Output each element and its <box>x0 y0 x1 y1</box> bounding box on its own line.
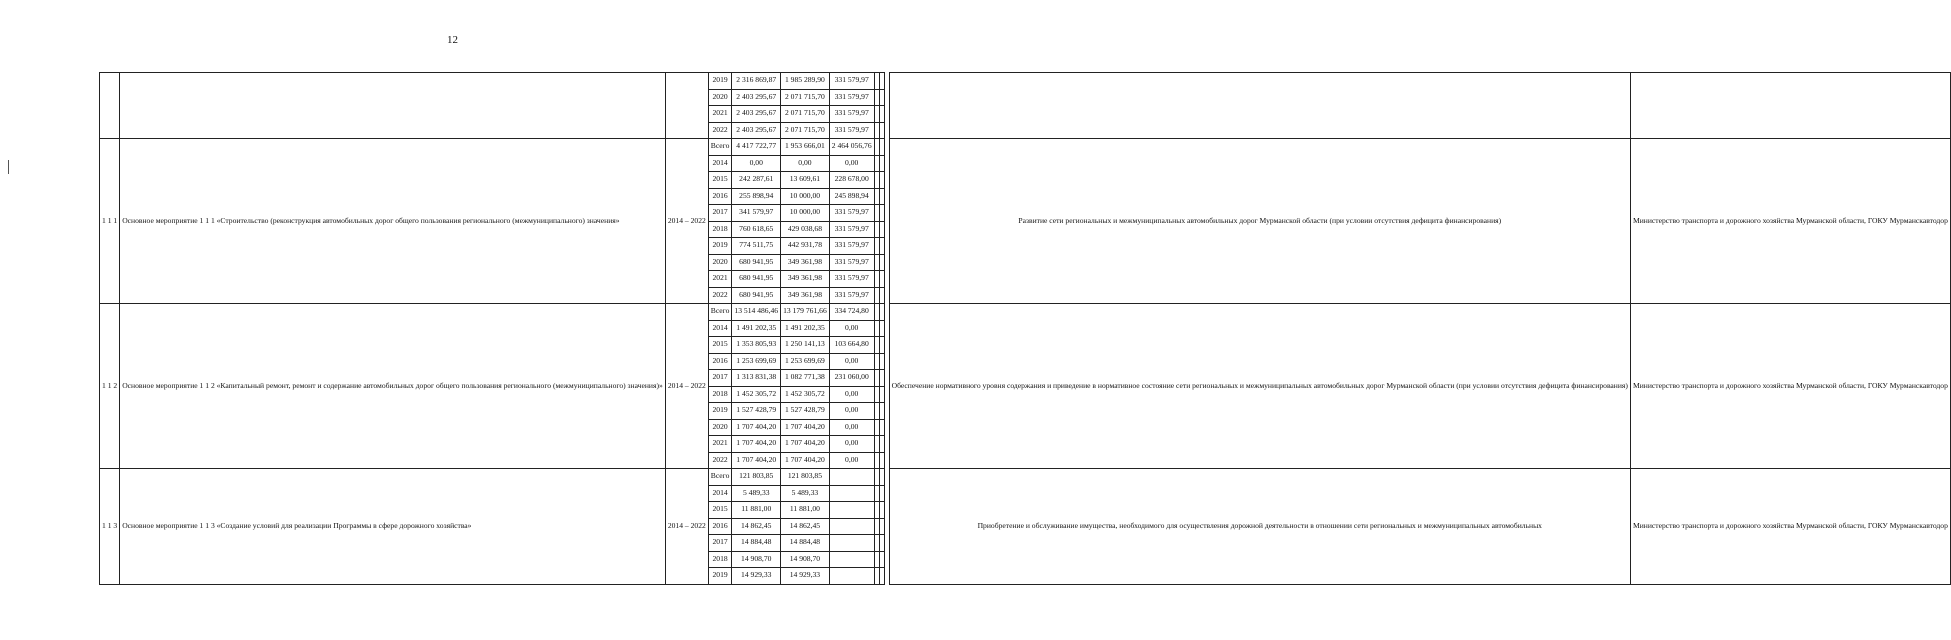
measure-number: 1 1 3 <box>100 469 120 585</box>
table-row <box>100 304 1951 321</box>
year-cell: 2015 <box>708 172 732 189</box>
empty-cell <box>879 452 884 469</box>
source2-cell <box>829 568 874 585</box>
measure-executor: Министерство транспорта и дорожного хозяйства Мурманской области, ГОКУ Мурманскавтодор <box>1630 304 1950 469</box>
source2-cell <box>829 469 874 486</box>
total-cell: 1 707 404,20 <box>732 452 781 469</box>
empty-cell <box>879 106 884 123</box>
source2-cell: 331 579,97 <box>829 221 874 238</box>
source1-cell: 2 071 715,70 <box>781 106 830 123</box>
empty-cell <box>879 485 884 502</box>
year-cell: 2016 <box>708 518 732 535</box>
total-cell: 14 929,33 <box>732 568 781 585</box>
year-cell: 2017 <box>708 370 732 387</box>
total-cell: 1 491 202,35 <box>732 320 781 337</box>
program-table-body <box>100 73 1951 585</box>
source2-cell: 334 724,80 <box>829 304 874 321</box>
total-cell: 1 313 831,38 <box>732 370 781 387</box>
measure-number: 1 1 1 <box>100 139 120 304</box>
source1-cell: 1 253 699,69 <box>781 353 830 370</box>
total-cell: 0,00 <box>732 155 781 172</box>
empty-cell <box>879 205 884 222</box>
year-cell: 2020 <box>708 254 732 271</box>
source2-cell <box>829 535 874 552</box>
empty-cell <box>879 89 884 106</box>
source2-cell: 0,00 <box>829 419 874 436</box>
source2-cell: 331 579,97 <box>829 106 874 123</box>
year-cell: Всего <box>708 469 732 486</box>
total-cell: 1 452 305,72 <box>732 386 781 403</box>
measure-period: 2014 – 2022 <box>665 304 708 469</box>
empty-cell <box>879 287 884 304</box>
total-cell: 2 316 869,87 <box>732 73 781 90</box>
empty-cell <box>879 238 884 255</box>
source2-cell: 231 060,00 <box>829 370 874 387</box>
source2-cell <box>829 518 874 535</box>
measure-name: Основное мероприятие 1 1 2 «Капитальный ремонт, ремонт и содержание автомобильных дорог общего пользования регионального (межмуниципального) значения)» <box>120 304 666 469</box>
total-cell: 760 618,65 <box>732 221 781 238</box>
measure-indicator: Приобретение и обслуживание имущества, необходимого для осуществления дорожной деятельности в отношении сети региональных и межмуниципальных автомобильных <box>889 469 1630 585</box>
year-cell: 2020 <box>708 419 732 436</box>
year-cell: 2018 <box>708 386 732 403</box>
source2-cell: 228 678,00 <box>829 172 874 189</box>
empty-cell <box>879 386 884 403</box>
source1-cell: 1 707 404,20 <box>781 436 830 453</box>
total-cell: 255 898,94 <box>732 188 781 205</box>
source2-cell: 0,00 <box>829 320 874 337</box>
year-cell: 2020 <box>708 89 732 106</box>
measure-period: 2014 – 2022 <box>665 139 708 304</box>
year-cell: 2014 <box>708 320 732 337</box>
source1-cell: 5 489,33 <box>781 485 830 502</box>
source2-cell: 0,00 <box>829 353 874 370</box>
continued-name-cell <box>120 73 666 139</box>
source2-cell: 331 579,97 <box>829 238 874 255</box>
total-cell: 774 511,75 <box>732 238 781 255</box>
empty-cell <box>879 172 884 189</box>
empty-cell <box>879 568 884 585</box>
source1-cell: 10 000,00 <box>781 205 830 222</box>
total-cell: 1 707 404,20 <box>732 436 781 453</box>
source2-cell: 331 579,97 <box>829 73 874 90</box>
year-cell: 2022 <box>708 452 732 469</box>
empty-cell <box>879 155 884 172</box>
source1-cell: 14 929,33 <box>781 568 830 585</box>
source1-cell: 1 707 404,20 <box>781 419 830 436</box>
total-cell: 1 527 428,79 <box>732 403 781 420</box>
empty-cell <box>879 122 884 139</box>
total-cell: 5 489,33 <box>732 485 781 502</box>
year-cell: Всего <box>708 139 732 156</box>
page-number: 12 <box>447 34 458 46</box>
source2-cell: 331 579,97 <box>829 254 874 271</box>
source1-cell: 1 250 141,13 <box>781 337 830 354</box>
measure-name: Основное мероприятие 1 1 1 «Строительство (реконструкция автомобильных дорог общего пользования регионального (межмуниципального) значения» <box>120 139 666 304</box>
continued-period-cell <box>665 73 708 139</box>
source1-cell: 121 803,85 <box>781 469 830 486</box>
empty-cell <box>879 271 884 288</box>
program-table <box>99 72 1951 585</box>
total-cell: 242 287,61 <box>732 172 781 189</box>
empty-cell <box>879 353 884 370</box>
margin-mark <box>8 160 9 174</box>
year-cell: 2017 <box>708 535 732 552</box>
source2-cell: 331 579,97 <box>829 122 874 139</box>
measure-period: 2014 – 2022 <box>665 469 708 585</box>
empty-cell <box>879 188 884 205</box>
total-cell: 680 941,95 <box>732 287 781 304</box>
source1-cell: 1 953 666,01 <box>781 139 830 156</box>
source2-cell: 0,00 <box>829 452 874 469</box>
source1-cell: 1 082 771,38 <box>781 370 830 387</box>
total-cell: 341 579,97 <box>732 205 781 222</box>
source2-cell: 0,00 <box>829 386 874 403</box>
source1-cell: 349 361,98 <box>781 271 830 288</box>
source1-cell: 2 071 715,70 <box>781 89 830 106</box>
total-cell: 4 417 722,77 <box>732 139 781 156</box>
source2-cell: 245 898,94 <box>829 188 874 205</box>
source2-cell: 331 579,97 <box>829 205 874 222</box>
source1-cell: 1 707 404,20 <box>781 452 830 469</box>
measure-executor: Министерство транспорта и дорожного хозяйства Мурманской области, ГОКУ Мурманскавтодор <box>1630 469 1950 585</box>
year-cell: 2022 <box>708 287 732 304</box>
source1-cell: 13 609,61 <box>781 172 830 189</box>
empty-cell <box>879 320 884 337</box>
source2-cell: 103 664,80 <box>829 337 874 354</box>
source1-cell: 11 881,00 <box>781 502 830 519</box>
source1-cell: 14 884,48 <box>781 535 830 552</box>
year-cell: 2021 <box>708 436 732 453</box>
source1-cell: 349 361,98 <box>781 287 830 304</box>
table-row <box>100 73 1951 90</box>
empty-cell <box>879 551 884 568</box>
total-cell: 2 403 295,67 <box>732 106 781 123</box>
source2-cell: 0,00 <box>829 436 874 453</box>
year-cell: 2019 <box>708 568 732 585</box>
empty-cell <box>879 221 884 238</box>
year-cell: 2018 <box>708 551 732 568</box>
source1-cell: 14 862,45 <box>781 518 830 535</box>
table-row <box>100 139 1951 156</box>
year-cell: 2016 <box>708 353 732 370</box>
empty-cell <box>879 419 884 436</box>
total-cell: 14 862,45 <box>732 518 781 535</box>
source1-cell: 14 908,70 <box>781 551 830 568</box>
total-cell: 1 707 404,20 <box>732 419 781 436</box>
total-cell: 121 803,85 <box>732 469 781 486</box>
measure-indicator: Развитие сети региональных и межмуниципальных автомобильных дорог Мурманской области (при условии отсутствия дефицита финансирования) <box>889 139 1630 304</box>
measure-number: 1 1 2 <box>100 304 120 469</box>
year-cell: 2019 <box>708 403 732 420</box>
source1-cell: 13 179 761,66 <box>781 304 830 321</box>
measure-name: Основное мероприятие 1 1 3 «Создание условий для реализации Программы в сфере дорожного хозяйства» <box>120 469 666 585</box>
source2-cell: 331 579,97 <box>829 287 874 304</box>
year-cell: 2022 <box>708 122 732 139</box>
source2-cell <box>829 485 874 502</box>
source2-cell: 0,00 <box>829 403 874 420</box>
year-cell: 2018 <box>708 221 732 238</box>
empty-cell <box>879 436 884 453</box>
year-cell: 2015 <box>708 337 732 354</box>
total-cell: 680 941,95 <box>732 254 781 271</box>
year-cell: 2017 <box>708 205 732 222</box>
source1-cell: 1 985 289,90 <box>781 73 830 90</box>
source1-cell: 2 071 715,70 <box>781 122 830 139</box>
source1-cell: 1 491 202,35 <box>781 320 830 337</box>
source2-cell: 331 579,97 <box>829 89 874 106</box>
table-row <box>100 469 1951 486</box>
year-cell: Всего <box>708 304 732 321</box>
source1-cell: 10 000,00 <box>781 188 830 205</box>
source1-cell: 429 038,68 <box>781 221 830 238</box>
year-cell: 2014 <box>708 485 732 502</box>
total-cell: 14 908,70 <box>732 551 781 568</box>
year-cell: 2015 <box>708 502 732 519</box>
total-cell: 2 403 295,67 <box>732 122 781 139</box>
continued-num-cell <box>100 73 120 139</box>
source1-cell: 1 527 428,79 <box>781 403 830 420</box>
total-cell: 1 253 699,69 <box>732 353 781 370</box>
source2-cell: 331 579,97 <box>829 271 874 288</box>
source1-cell: 349 361,98 <box>781 254 830 271</box>
source1-cell: 0,00 <box>781 155 830 172</box>
total-cell: 2 403 295,67 <box>732 89 781 106</box>
total-cell: 11 881,00 <box>732 502 781 519</box>
year-cell: 2019 <box>708 73 732 90</box>
empty-cell <box>879 535 884 552</box>
total-cell: 1 353 805,93 <box>732 337 781 354</box>
year-cell: 2021 <box>708 106 732 123</box>
total-cell: 14 884,48 <box>732 535 781 552</box>
continued-indicator-cell <box>889 73 1630 139</box>
year-cell: 2014 <box>708 155 732 172</box>
measure-indicator: Обеспечение нормативного уровня содержания и приведение в нормативное состояние сети региональных и межмуниципальных автомобильных дорог Мурманской области (при условии отсутствия дефицита финансирования) <box>889 304 1630 469</box>
empty-cell <box>879 518 884 535</box>
year-cell: 2016 <box>708 188 732 205</box>
source1-cell: 442 931,78 <box>781 238 830 255</box>
source2-cell <box>829 502 874 519</box>
empty-cell <box>879 254 884 271</box>
empty-cell <box>879 337 884 354</box>
source2-cell <box>829 551 874 568</box>
source2-cell: 2 464 056,76 <box>829 139 874 156</box>
year-cell: 2019 <box>708 238 732 255</box>
measure-executor: Министерство транспорта и дорожного хозяйства Мурманской области, ГОКУ Мурманскавтодор <box>1630 139 1950 304</box>
empty-cell <box>879 370 884 387</box>
empty-cell <box>879 502 884 519</box>
continued-executor-cell <box>1630 73 1950 139</box>
year-cell: 2021 <box>708 271 732 288</box>
total-cell: 680 941,95 <box>732 271 781 288</box>
source1-cell: 1 452 305,72 <box>781 386 830 403</box>
total-cell: 13 514 486,46 <box>732 304 781 321</box>
empty-cell <box>879 403 884 420</box>
source2-cell: 0,00 <box>829 155 874 172</box>
